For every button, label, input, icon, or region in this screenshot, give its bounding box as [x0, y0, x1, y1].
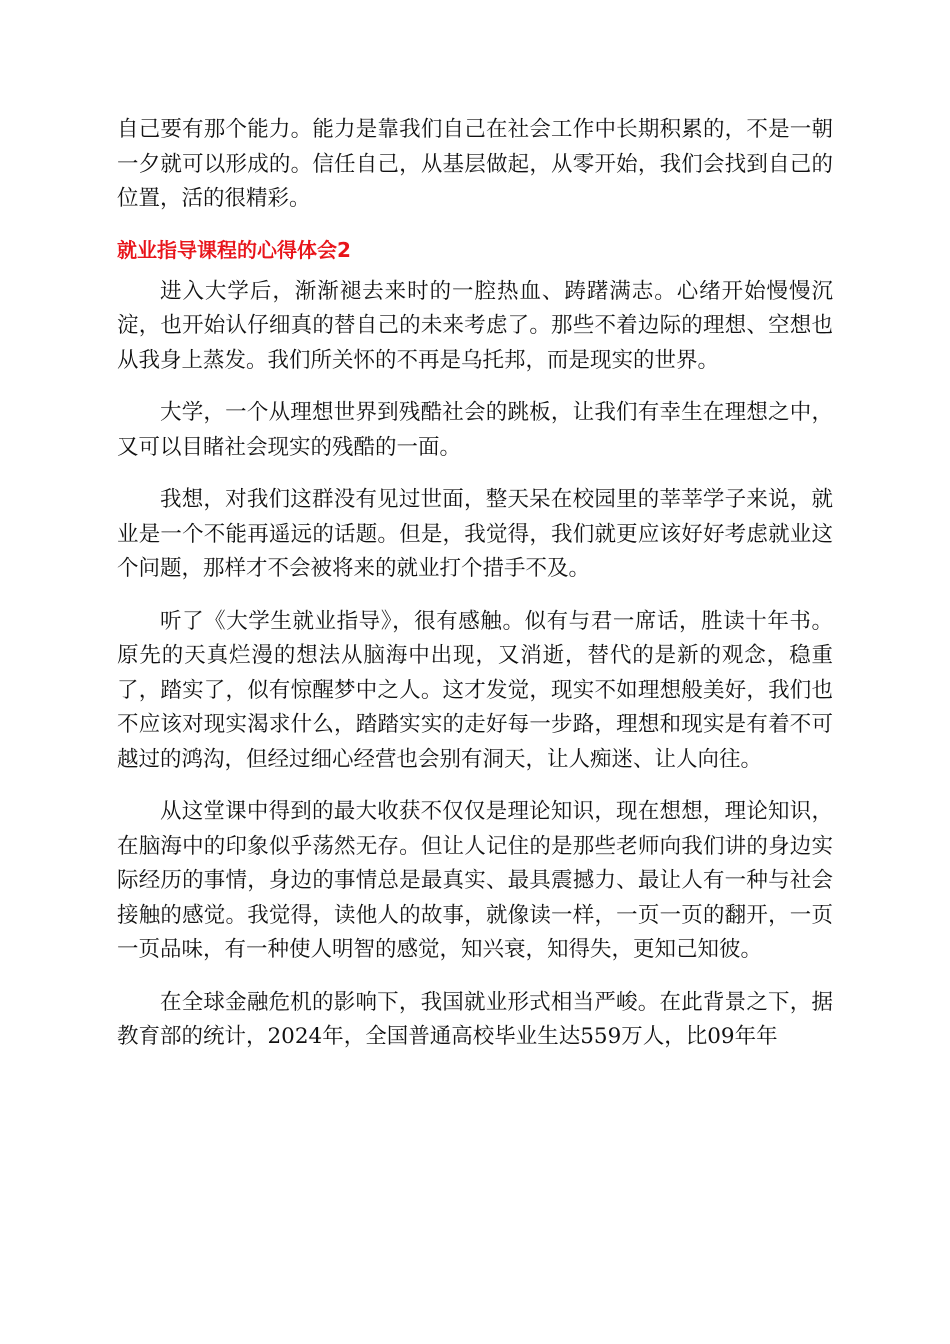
- paragraph-5: 从这堂课中得到的最大收获不仅仅是理论知识，现在想想，理论知识，在脑海中的印象似乎荡然无存。但让人记住的是那些老师向我们讲的身边实际经历的事情，身边的事情总是最真实、最具震撼力、最让人有一种与社会接触的感觉。我觉得，读他人的故事，就像读一样，一页一页的翻开，一页一页品味，有一种使人明智的感觉，知兴衰，知得失，更知己知彼。: [117, 799, 833, 962]
- section-heading: 就业指导课程的心得体会2: [117, 237, 351, 262]
- paragraph-1: 进入大学后，渐渐褪去来时的一腔热血、踌躇满志。心绪开始慢慢沉淀，也开始认仔细真的替自己的未来考虑了。那些不着边际的理想、空想也从我身上蒸发。我们所关怀的不再是乌托邦，而是现实的世界。: [117, 278, 833, 373]
- paragraph-continuation: 自己要有那个能力。能力是靠我们自己在社会工作中长期积累的，不是一朝一夕就可以形成的。信任自己，从基层做起，从零开始，我们会找到自己的位置，活的很精彩。: [117, 117, 833, 211]
- paragraph-6: 在全球金融危机的影响下，我国就业形式相当严峻。在此背景之下，据教育部的统计，2024年，全国普通高校毕业生达559万人，比09年年: [117, 989, 833, 1049]
- paragraph-3: 我想，对我们这群没有见过世面，整天呆在校园里的莘莘学子来说，就业是一个不能再遥远的话题。但是，我觉得，我们就更应该好好考虑就业这个问题，那样才不会被将来的就业打个措手不及。: [117, 487, 833, 581]
- paragraph-2: 大学，一个从理想世界到残酷社会的跳板，让我们有幸生在理想之中，又可以目睹社会现实的残酷的一面。: [117, 400, 833, 460]
- paragraph-4: 听了《大学生就业指导》，很有感触。似有与君一席话，胜读十年书。原先的天真烂漫的想法从脑海中出现，又消逝，替代的是新的观念，稳重了，踏实了，似有惊醒梦中之人。这才发觉，现实不如理想般美好，我们也不应该对现实渴求什么，踏踏实实的走好每一步路，理想和现实是有着不可越过的鸿沟，但经过细心经营也会别有洞天，让人痴迷、让人向往。: [117, 608, 833, 772]
- document-page: [117, 113, 833, 1073]
